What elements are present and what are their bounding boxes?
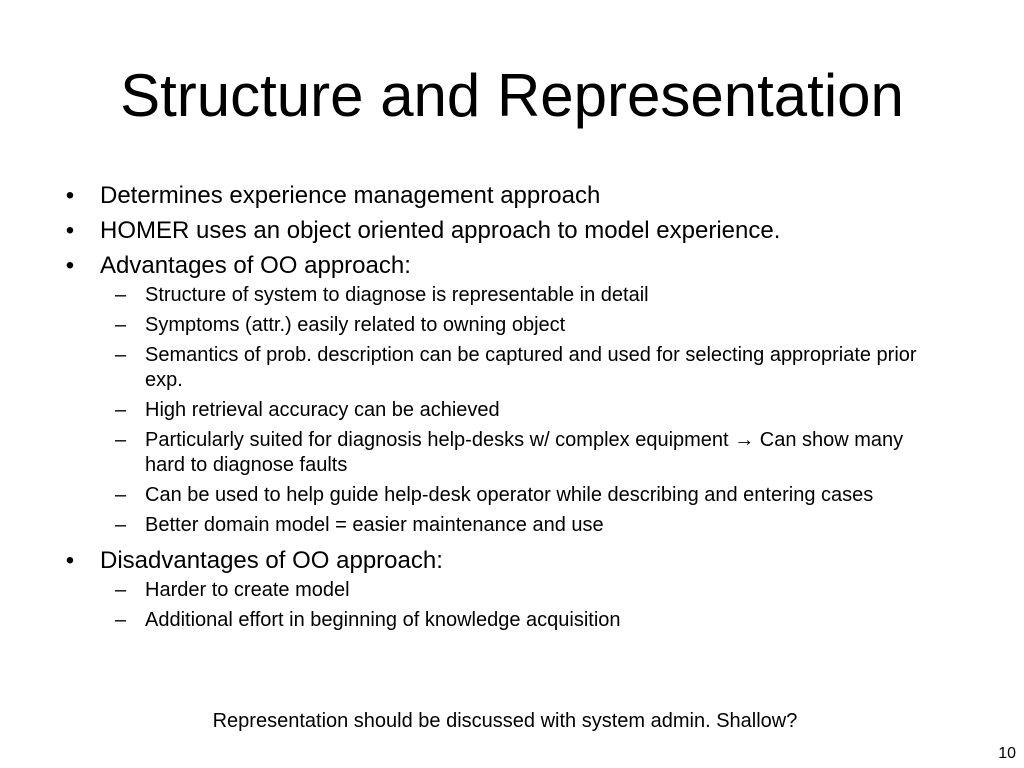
sub-item <box>100 483 945 508</box>
slide-note: Representation should be discussed with system admin. Shallow? <box>212 710 798 732</box>
sub-item-text: Better domain model = easier maintenance and use <box>145 514 604 536</box>
sub-item <box>100 513 945 538</box>
bullet-item <box>0 543 1000 578</box>
bullet-icon: • <box>65 547 75 574</box>
sub-item-text: Additional effort in beginning of knowledge acquisition <box>145 609 621 631</box>
dash-icon: – <box>115 429 127 451</box>
bullet-text: Determines experience management approach <box>100 182 601 209</box>
sub-item <box>100 313 945 338</box>
bullet-list <box>0 178 1000 638</box>
page-number: 10 <box>998 745 1016 762</box>
sub-item <box>100 578 945 603</box>
sub-list-wrapper <box>0 283 1000 538</box>
bullet-text: HOMER uses an object oriented approach to model experience. <box>100 217 781 244</box>
dash-icon: – <box>115 514 127 536</box>
dash-icon: – <box>115 579 127 601</box>
sub-item-text: Structure of system to diagnose is representable in detail <box>145 284 649 306</box>
bullet-icon: • <box>65 252 75 279</box>
sub-list-wrapper <box>0 578 1000 633</box>
bullet-item <box>0 248 1000 283</box>
bullet-icon: • <box>65 217 75 244</box>
sub-list <box>0 578 1000 633</box>
dash-icon: – <box>115 344 127 366</box>
sub-item <box>100 283 945 308</box>
sub-item-text: Symptoms (attr.) easily related to owning object <box>145 314 566 336</box>
sub-item <box>100 428 945 478</box>
bullet-item <box>0 178 1000 213</box>
dash-icon: – <box>115 284 127 306</box>
sub-item-text: Semantics of prob. description can be captured and used for selecting appropriate prior exp. <box>145 344 917 391</box>
sub-item-text: Harder to create model <box>145 579 350 601</box>
dash-icon: – <box>115 399 127 421</box>
bullet-icon: • <box>65 182 75 209</box>
bullet-text: Disadvantages of OO approach: <box>100 547 443 574</box>
sub-item-text: Can be used to help guide help-desk operator while describing and entering cases <box>145 484 874 506</box>
sub-item-text: High retrieval accuracy can be achieved <box>145 399 500 421</box>
sub-list <box>0 283 1000 538</box>
slide-title: Structure and Representation <box>120 62 904 129</box>
sub-item <box>100 608 945 633</box>
bullet-text: Advantages of OO approach: <box>100 252 411 279</box>
dash-icon: – <box>115 609 127 631</box>
sub-item-text: Can show many hard to diagnose faults <box>145 429 904 476</box>
sub-item <box>100 343 945 393</box>
sub-item <box>100 398 945 423</box>
dash-icon: – <box>115 314 127 336</box>
bullet-item <box>0 213 1000 248</box>
arrow-right-icon: → <box>734 429 755 451</box>
sub-item-text: Particularly suited for diagnosis help-desks w/ complex equipment <box>145 429 729 451</box>
dash-icon: – <box>115 484 127 506</box>
